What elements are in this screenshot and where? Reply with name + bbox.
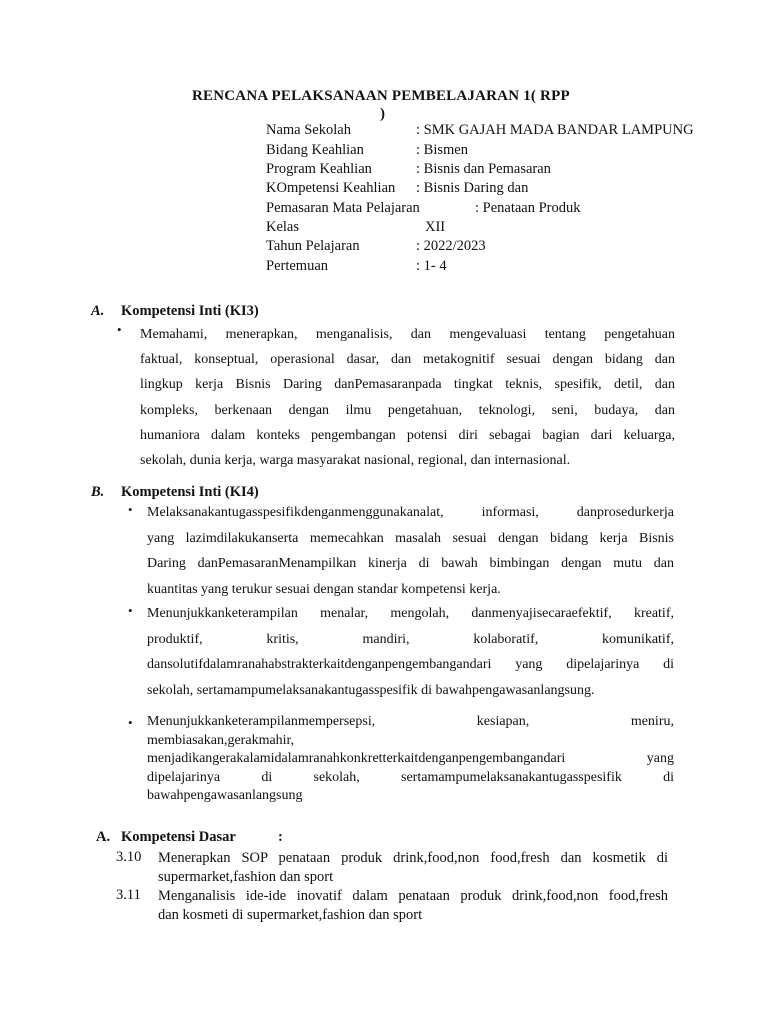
paragraph-line: Menerapkan SOP penataan produk drink,food,non food,fresh dan kosmetik di: [158, 850, 668, 866]
section-title: Kompetensi Dasar: [121, 829, 236, 845]
identity-label: Pertemuan: [266, 258, 329, 274]
identity-value: : Penataan Produk: [475, 200, 581, 216]
identity-value: : 2022/2023: [416, 238, 486, 254]
kd-text-3-10: [158, 849, 668, 887]
ki4-paragraph-1: [147, 500, 674, 602]
bullet-icon: •: [117, 322, 122, 337]
paragraph-line: menjadikangerakalamidalamranahkonkretterkaitdenganpengembangandari yang: [147, 751, 674, 766]
section-colon: :: [278, 829, 283, 845]
identity-label: Kelas: [266, 219, 300, 235]
paragraph-line: kuantitas yang terukur sesuai dengan standar kompetensi kerja.: [147, 581, 501, 597]
paragraph-line: supermarket,fashion dan sport: [158, 869, 334, 885]
paragraph-line: kompleks, berkenaan dengan ilmu pengetahuan, teknologi, seni, budaya, dan: [140, 402, 675, 418]
identity-label: Bidang Keahlian: [266, 142, 364, 158]
ki4-paragraph-2: [147, 601, 674, 703]
paragraph-line: Menunjukkanketerampilan menalar, mengolah, danmenyajisecaraefektif, kreatif,: [147, 606, 674, 621]
section-letter: A.: [91, 303, 105, 319]
kd-number: 3.11: [116, 887, 141, 903]
paragraph-line: humaniora dalam konteks pengembangan potensi diri sebagai bagian dari keluarga,: [140, 427, 675, 443]
paragraph-line: sekolah, sertamampumelaksanakantugasspesifik di bawahpengawasanlangsung.: [147, 682, 595, 698]
paragraph-line: membiasakan,gerakmahir,: [147, 732, 295, 748]
identity-label: Tahun Pelajaran: [266, 238, 360, 254]
bullet-icon: •: [128, 715, 133, 730]
kd-text-3-11: [158, 887, 668, 925]
paragraph-line: sekolah, dunia kerja, warga masyarakat nasional, regional, dan internasional.: [140, 453, 571, 469]
paragraph-line: Daring danPemasaranMenampilkan kinerja di bawah bimbingan dengan mutu dan: [147, 556, 674, 571]
paragraph-line: yang lazimdilakukanserta memecahkan masalah sesuai dengan bidang kerja Bisnis: [147, 530, 674, 546]
section-title: Kompetensi Inti (KI4): [121, 484, 259, 500]
paragraph-line: Memahami, menerapkan, menganalisis, dan mengevaluasi tentang pengetahuan: [140, 327, 675, 342]
kd-number: 3.10: [116, 849, 142, 865]
document-title: [192, 88, 570, 105]
section-letter: A.: [96, 829, 111, 845]
identity-value: : Bisnis Daring dan: [416, 180, 529, 196]
ki3-paragraph: [140, 322, 675, 473]
identity-value: : Bismen: [416, 142, 468, 158]
identity-label: Nama Sekolah: [266, 122, 351, 138]
paragraph-line: dipelajarinya di sekolah, sertamampumelaksanakantugasspesifik di: [147, 769, 674, 785]
paragraph-line: dan kosmeti di supermarket,fashion dan sport: [158, 907, 423, 923]
identity-value: : Bisnis dan Pemasaran: [416, 161, 551, 177]
paragraph-line: produktif, kritis, mandiri, kolaboratif, komunikatif,: [147, 631, 674, 647]
identity-value: XII: [425, 219, 446, 235]
identity-label: Pemasaran Mata Pelajaran: [266, 200, 420, 216]
paragraph-line: bawahpengawasanlangsung: [147, 788, 303, 803]
paragraph-line: Menunjukkanketerampilanmempersepsi, kesiapan, meniru,: [147, 714, 674, 729]
section-title: Kompetensi Inti (KI3): [121, 303, 259, 319]
title-line-1: RENCANA PELAKSANAAN PEMBELAJARAN 1( RPP: [192, 88, 570, 104]
paragraph-line: lingkup kerja Bisnis Daring danPemasaranpada tingkat teknis, spesifik, detil, dan: [140, 377, 675, 393]
title-line-2: ): [380, 106, 386, 122]
ki4-paragraph-3: [147, 713, 674, 806]
bullet-icon: •: [128, 502, 133, 517]
paragraph-line: dansolutifdalamranahabstrakterkaitdenganpengembangandari yang dipelajarinya di: [147, 657, 674, 672]
bullet-icon: •: [128, 603, 133, 618]
paragraph-line: faktual, konseptual, operasional dasar, dan metakognitif sesuai dengan bidang dan: [140, 352, 675, 368]
document-title-continuation: [380, 106, 385, 123]
identity-value: : 1- 4: [416, 258, 447, 274]
identity-label: Program Keahlian: [266, 161, 372, 177]
paragraph-line: Menganalisis ide-ide inovatif dalam penataan produk drink,food,non food,fresh: [158, 888, 668, 904]
identity-label: KOmpetensi Keahlian: [266, 180, 396, 196]
paragraph-line: Melaksanakantugasspesifikdenganmenggunakanalat, informasi, danprosedurkerja: [147, 505, 674, 520]
section-letter: B.: [91, 484, 105, 500]
identity-value: : SMK GAJAH MADA BANDAR LAMPUNG: [416, 122, 694, 138]
